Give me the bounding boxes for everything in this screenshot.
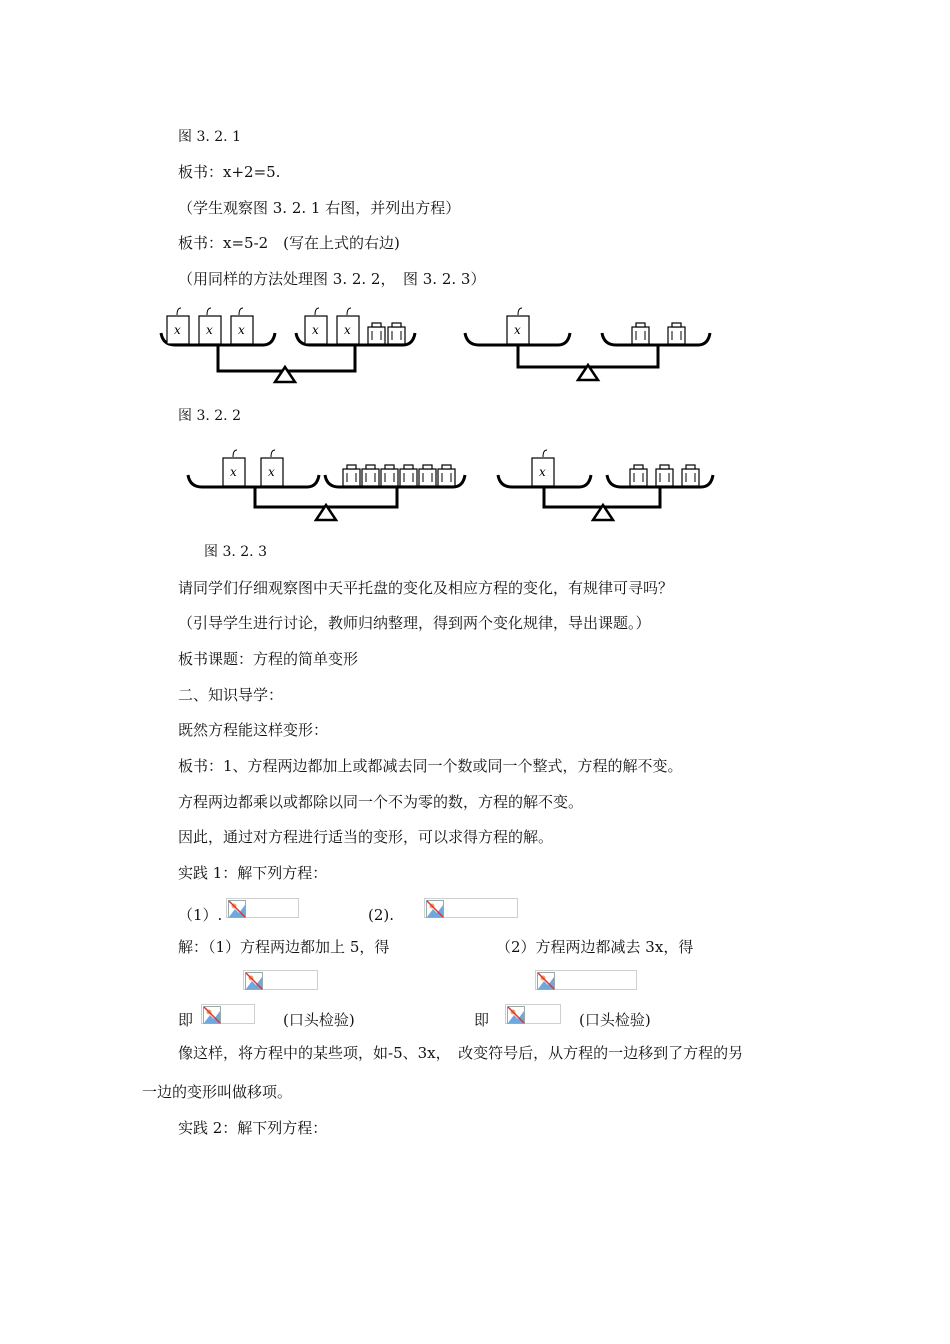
oral-check-left: (口头检验) <box>283 1011 355 1029</box>
weight-block-icon <box>438 465 455 486</box>
ji-left: 即 <box>178 1011 194 1029</box>
therefore-text: 因此，通过对方程进行适当的变形，可以求得方程的解。 <box>178 828 554 846</box>
equation-image-placeholder <box>424 898 518 918</box>
figure-caption-3-2-3: 图 3. 2. 3 <box>204 544 267 560</box>
weight-block-icon <box>656 465 673 486</box>
svg-text:x: x <box>230 465 237 479</box>
broken-image-icon <box>507 1006 525 1024</box>
x-box <box>167 308 189 344</box>
practice-1-item-2-label: (2). <box>368 906 395 924</box>
x-box <box>507 308 529 344</box>
question-text: 请同学们仔细观察图中天平托盘的变化及相应方程的变化，有规律可寻吗？ <box>178 579 674 597</box>
weight-block-icon <box>362 465 379 486</box>
transposition-line-1: 像这样，将方程中的某些项，如-5、3x， 改变符号后，从方程的一边移到了方程的另 <box>178 1044 744 1062</box>
equation-image-placeholder <box>243 970 318 990</box>
weight-block-icon <box>368 323 385 344</box>
svg-text:x: x <box>174 323 181 337</box>
weight-block-icon <box>400 465 417 486</box>
transposition-line-2: 一边的变形叫做移项。 <box>142 1083 293 1101</box>
figure-caption-3-2-1: 图 3. 2. 1 <box>178 129 241 145</box>
x-box <box>305 308 327 344</box>
svg-text:x: x <box>268 465 275 479</box>
weight-block-icon <box>682 465 699 486</box>
broken-image-icon <box>203 1006 221 1024</box>
svg-text:x: x <box>344 323 351 337</box>
board-topic: 板书课题：方程的简单变形 <box>178 650 359 668</box>
figure-caption-3-2-2: 图 3. 2. 2 <box>178 408 241 424</box>
weight-block-icon <box>630 465 647 486</box>
broken-image-icon <box>537 972 555 990</box>
balance-scale-icon <box>498 475 713 520</box>
svg-text:x: x <box>539 465 546 479</box>
practice-1-heading: 实践 1：解下列方程： <box>178 864 328 882</box>
x-box <box>199 308 221 344</box>
weight-block-icon <box>343 465 360 486</box>
equation-image-placeholder <box>535 970 637 990</box>
section-heading-knowledge: 二、知识导学： <box>178 686 284 704</box>
since-text: 既然方程能这样变形： <box>178 721 329 739</box>
weight-block-icon <box>381 465 398 486</box>
practice-1-item-1-label: （1）. <box>178 906 223 924</box>
equation-image-placeholder <box>226 898 299 918</box>
balance-scale-figure-3-2-2-right <box>462 305 722 387</box>
equation-image-placeholder <box>201 1004 255 1024</box>
board-note-equation: 板书：x+2=5. <box>178 163 281 181</box>
x-box <box>231 308 253 344</box>
svg-text:x: x <box>514 323 521 337</box>
same-method-note: （用同样的方法处理图 3. 2. 2， 图 3. 2. 3） <box>178 270 486 288</box>
solution-right: （2）方程两边都减去 3x，得 <box>496 938 694 956</box>
broken-image-icon <box>245 972 263 990</box>
oral-check-right: (口头检验) <box>579 1011 651 1029</box>
guide-note: （引导学生进行讨论，教师归纳整理，得到两个变化规律，导出课题。） <box>178 614 651 632</box>
weight-block-icon <box>419 465 436 486</box>
weight-block-icon <box>388 323 405 344</box>
broken-image-icon <box>228 900 246 918</box>
x-box <box>532 450 554 486</box>
x-box <box>337 308 359 344</box>
svg-text:x: x <box>238 323 245 337</box>
weight-block-icon <box>632 323 649 344</box>
balance-scale-figure-3-2-3-left <box>185 447 470 525</box>
board-note-solution: 板书：x=5-2 (写在上式的右边) <box>178 234 400 252</box>
balance-scale-figure-3-2-3-right <box>495 447 720 525</box>
x-box <box>261 450 283 486</box>
svg-text:x: x <box>206 323 213 337</box>
broken-image-icon <box>426 900 444 918</box>
svg-text:x: x <box>312 323 319 337</box>
ji-right: 即 <box>474 1011 490 1029</box>
balance-scale-figure-3-2-2-left <box>155 305 425 387</box>
practice-2-heading: 实践 2：解下列方程： <box>178 1119 328 1137</box>
x-box <box>223 450 245 486</box>
solution-left: 解：（1）方程两边都加上 5，得 <box>178 938 390 956</box>
rule-1: 板书：1、方程两边都加上或都减去同一个数或同一个整式，方程的解不变。 <box>178 757 683 775</box>
equation-image-placeholder <box>505 1004 561 1024</box>
rule-2: 方程两边都乘以或都除以同一个不为零的数，方程的解不变。 <box>178 793 584 811</box>
observe-note: （学生观察图 3. 2. 1 右图，并列出方程） <box>178 199 461 217</box>
weight-block-icon <box>668 323 685 344</box>
